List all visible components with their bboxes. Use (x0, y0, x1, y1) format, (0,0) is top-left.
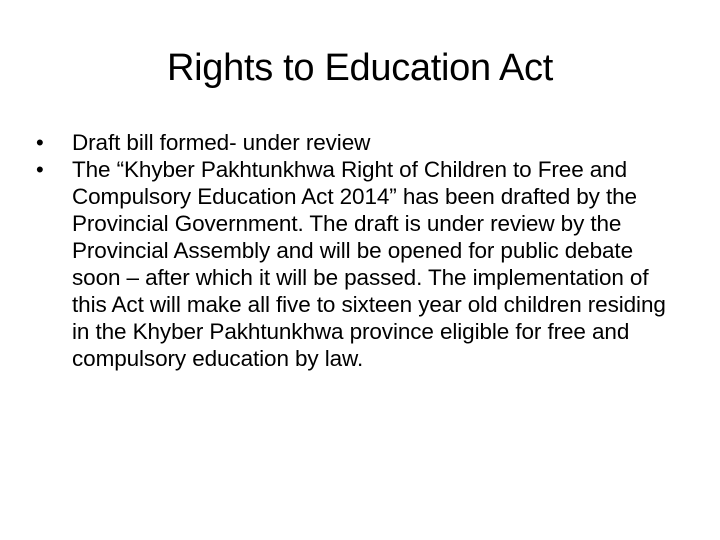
bullet-marker: • (36, 157, 44, 182)
bullet-text: Draft bill formed- under review (72, 130, 371, 155)
bullet-text: The “Khyber Pakhtunkhwa Right of Children to Free and Compulsory Education Act 2014” has been drafted by the Provincial Government. The draft is under review by the Provincial Assembly and will be opened for public debate soon – after which it will be passed. The implementation of this Act will make all five to sixteen year old children residing in the Khyber Pakhtunkhwa province eligible for free and compulsory education by law. (72, 157, 666, 371)
slide-title: Rights to Education Act (167, 47, 553, 89)
bullet-item-act-description (36, 156, 684, 372)
bullet-list (36, 129, 684, 372)
bullet-marker: • (36, 130, 44, 155)
bullet-item-draft-bill (36, 129, 684, 156)
